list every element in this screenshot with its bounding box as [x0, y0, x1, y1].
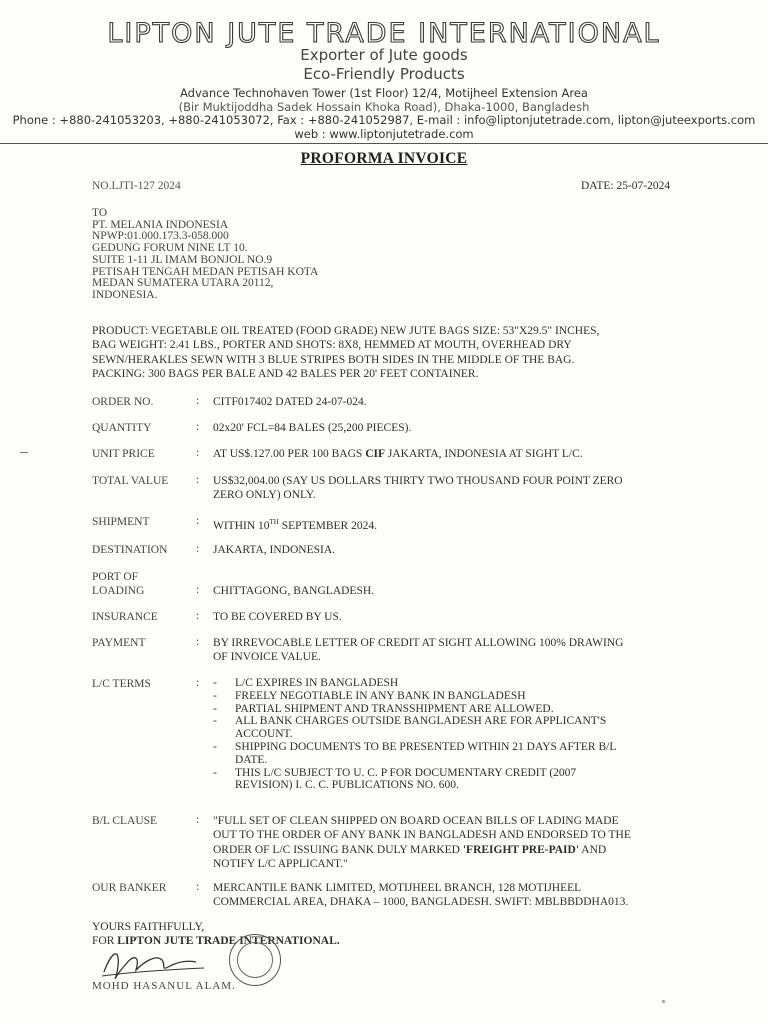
product-line: BAG WEIGHT: 2.41 LBS., PORTER AND SHOTS: 8X8, HEMMED AT MOUTH, OVERHEAD DRY [92, 339, 572, 352]
unit-price-text: AT US$.127.00 PER 100 BAGS [213, 448, 366, 460]
scan-speck [662, 1000, 665, 1003]
field-colon: : [196, 636, 200, 648]
company-seal [229, 934, 281, 986]
term-line: SHIPPING DOCUMENTS TO BE PRESENTED WITHIN 21 DAYS AFTER B/L [235, 740, 617, 753]
recipient-line: INDONESIA. [92, 288, 158, 301]
term-dash: - [213, 677, 217, 689]
bl-clause-text: ORDER OF L/C ISSUING BANK DULY MARKED [213, 843, 463, 856]
lc-term-item [213, 715, 683, 741]
field-colon: : [196, 421, 200, 433]
quantity-label: QUANTITY [92, 422, 152, 434]
shipment-value [213, 515, 683, 533]
company-address-line1: Advance Technohaven Tower (1st Floor) 12/4, Motijheel Extension Area [180, 86, 588, 100]
shipment-label: SHIPMENT [92, 516, 150, 528]
port-label [92, 570, 196, 599]
product-line: SEWN/HERAKLES SEWN WITH 3 BLUE STRIPES BOTH SIDES IN THE MIDDLE OF THE BAG. [92, 353, 575, 366]
company-name: LIPTON JUTE TRADE INTERNATIONAL [107, 18, 661, 49]
product-description [92, 324, 684, 382]
tagline-exporter: Exporter of Jute goods [300, 46, 468, 64]
company-contacts: Phone : +880-241053203, +880-241053072, Fax : +880-241052987, E-mail : info@liptonjutetrade.com, lipton@juteexports.com [12, 113, 756, 127]
term-dash: - [213, 702, 217, 715]
product-line: PACKING: 300 BAGS PER BALE AND 42 BALES PER 20' FEET CONTAINER. [92, 368, 479, 381]
recipient-line: PETISAH TENGAH MEDAN PETISAH KOTA [92, 265, 319, 278]
total-value-value [213, 474, 683, 503]
our-banker-label: OUR BANKER [92, 882, 167, 894]
order-no-value: CITF017402 DATED 24-07-024. [213, 396, 367, 408]
term-dash: - [213, 689, 217, 702]
lc-term-item [213, 741, 683, 767]
letterhead-divider [0, 143, 768, 144]
recipient-line: TO [92, 207, 108, 219]
term-dash: - [213, 715, 217, 728]
unit-price-label: UNIT PRICE [92, 448, 155, 460]
bl-clause-value [213, 814, 683, 872]
payment-line: OF INVOICE VALUE. [213, 651, 321, 664]
insurance-value: TO BE COVERED BY US. [213, 611, 342, 623]
field-colon: : [196, 395, 200, 407]
unit-price-value [213, 447, 683, 461]
shipment-text: WITHIN 10 [213, 519, 270, 532]
term-line: THIS L/C SUBJECT TO U. C. P FOR DOCUMENTARY CREDIT (2007 [235, 766, 577, 779]
quantity-value: 02x20' FCL=84 BALES (25,200 PIECES). [213, 422, 412, 434]
destination-label: DESTINATION [92, 544, 168, 556]
closing-for: FOR [92, 934, 118, 947]
bl-clause-text-tail: AND [579, 843, 607, 856]
bl-clause-line: "FULL SET OF CLEAN SHIPPED ON BOARD OCEAN BILLS OF LADING MADE [213, 815, 619, 827]
our-banker-value [213, 881, 683, 910]
field-colon: : [196, 814, 200, 826]
company-address-line2: (Bir Muktijoddha Sadek Hossain Khoka Road), Dhaka-1000, Bangladesh [178, 100, 590, 114]
tagline-eco: Eco-Friendly Products [303, 65, 465, 83]
field-colon: : [196, 584, 200, 596]
invoice-number: NO.LJTI-127 2024 [92, 180, 181, 192]
term-line: REVISION) I. C. C. PUBLICATIONS NO. 600. [235, 779, 459, 792]
recipient-line: PT. MELANIA INDONESIA [92, 218, 229, 231]
term-line: DATE. [235, 753, 268, 766]
term-line: FREELY NEGOTIABLE IN ANY BANK IN BANGLADESH [235, 689, 526, 702]
company-seal-inner [237, 942, 273, 978]
destination-value: JAKARTA, INDONESIA. [213, 544, 336, 556]
payment-line: BY IRREVOCABLE LETTER OF CREDIT AT SIGHT ALLOWING 100% DRAWING [213, 637, 624, 649]
insurance-label: INSURANCE [92, 611, 158, 623]
signatory-name: MOHD HASANUL ALAM. [92, 980, 236, 992]
banker-line: COMMERCIAL AREA, DHAKA – 1000, BANGLADESH. SWIFT: MBLBBDDHA013. [213, 896, 629, 909]
recipient-line: MEDAN SUMATERA UTARA 20112, [92, 277, 274, 290]
term-line: L/C EXPIRES IN BANGLADESH [235, 677, 399, 689]
lc-term-item [213, 677, 683, 690]
margin-mark [20, 452, 28, 453]
term-dash: - [213, 766, 217, 779]
order-no-label: ORDER NO. [92, 396, 154, 408]
term-line: PARTIAL SHIPMENT AND TRANSSHIPMENT ARE ALLOWED. [235, 702, 554, 715]
field-colon: : [196, 447, 200, 459]
total-value-line: US$32,004.00 (SAY US DOLLARS THIRTY TWO THOUSAND FOUR POINT ZERO [213, 475, 623, 487]
bl-clause-line: NOTIFY L/C APPLICANT." [213, 858, 348, 871]
lc-term-item [213, 690, 683, 703]
port-value: CHITTAGONG, BANGLADESH. [213, 585, 375, 597]
lc-terms-list [213, 677, 683, 792]
recipient-line: SUITE 1-11 JL IMAM BONJOL NO.9 [92, 253, 273, 266]
recipient-line: GEDUNG FORUM NINE LT 10. [92, 242, 248, 255]
lc-terms-label: L/C TERMS [92, 678, 151, 690]
closing-salutation: YOURS FAITHFULLY, [92, 921, 205, 933]
total-value-line: ZERO ONLY) ONLY. [213, 489, 316, 502]
shipment-text-tail: SEPTEMBER 2024. [278, 519, 377, 532]
lc-term-item [213, 703, 683, 716]
field-colon: : [196, 515, 200, 527]
term-dash: - [213, 740, 217, 753]
product-line: PRODUCT: VEGETABLE OIL TREATED (FOOD GRADE) NEW JUTE BAGS SIZE: 53"X29.5" INCHES, [92, 325, 600, 337]
field-colon: : [196, 610, 200, 622]
bl-clause-line: OUT TO THE ORDER OF ANY BANK IN BANGLADESH AND ENDORSED TO THE [213, 829, 631, 842]
ordinal-suffix: TH [269, 518, 279, 526]
company-website: web : www.liptonjutetrade.com [294, 127, 474, 141]
banker-line: MERCANTILE BANK LIMITED, MOTIJHEEL BRANCH, 128 MOTIJHEEL [213, 882, 582, 894]
incoterm: CIF [365, 448, 386, 460]
total-value-label: TOTAL VALUE [92, 475, 169, 487]
invoice-date: DATE: 25-07-2024 [581, 180, 671, 192]
field-colon: : [196, 677, 200, 689]
unit-price-text-tail: JAKARTA, INDONESIA AT SIGHT L/C. [385, 448, 583, 460]
document-title: PROFORMA INVOICE [300, 150, 468, 167]
recipient-line: NPWP:01.000.173.3-058.000 [92, 230, 229, 243]
field-colon: : [196, 881, 200, 893]
freight-marking: 'FREIGHT PRE-PAID' [462, 843, 580, 856]
term-line: ACCOUNT. [235, 728, 293, 741]
payment-value [213, 636, 683, 665]
lc-term-item [213, 767, 683, 793]
closing-company: LIPTON JUTE TRADE INTERNATIONAL. [117, 934, 340, 947]
port-label-line: LOADING [92, 585, 145, 598]
payment-label: PAYMENT [92, 637, 146, 649]
field-colon: : [196, 474, 200, 486]
bl-clause-line [213, 843, 683, 857]
recipient-address [92, 208, 318, 302]
port-label-line: PORT OF [92, 571, 139, 583]
term-line: ALL BANK CHARGES OUTSIDE BANGLADESH ARE FOR APPLICANT'S [235, 715, 607, 728]
field-colon: : [196, 543, 200, 555]
bl-clause-label: B/L CLAUSE [92, 815, 158, 827]
